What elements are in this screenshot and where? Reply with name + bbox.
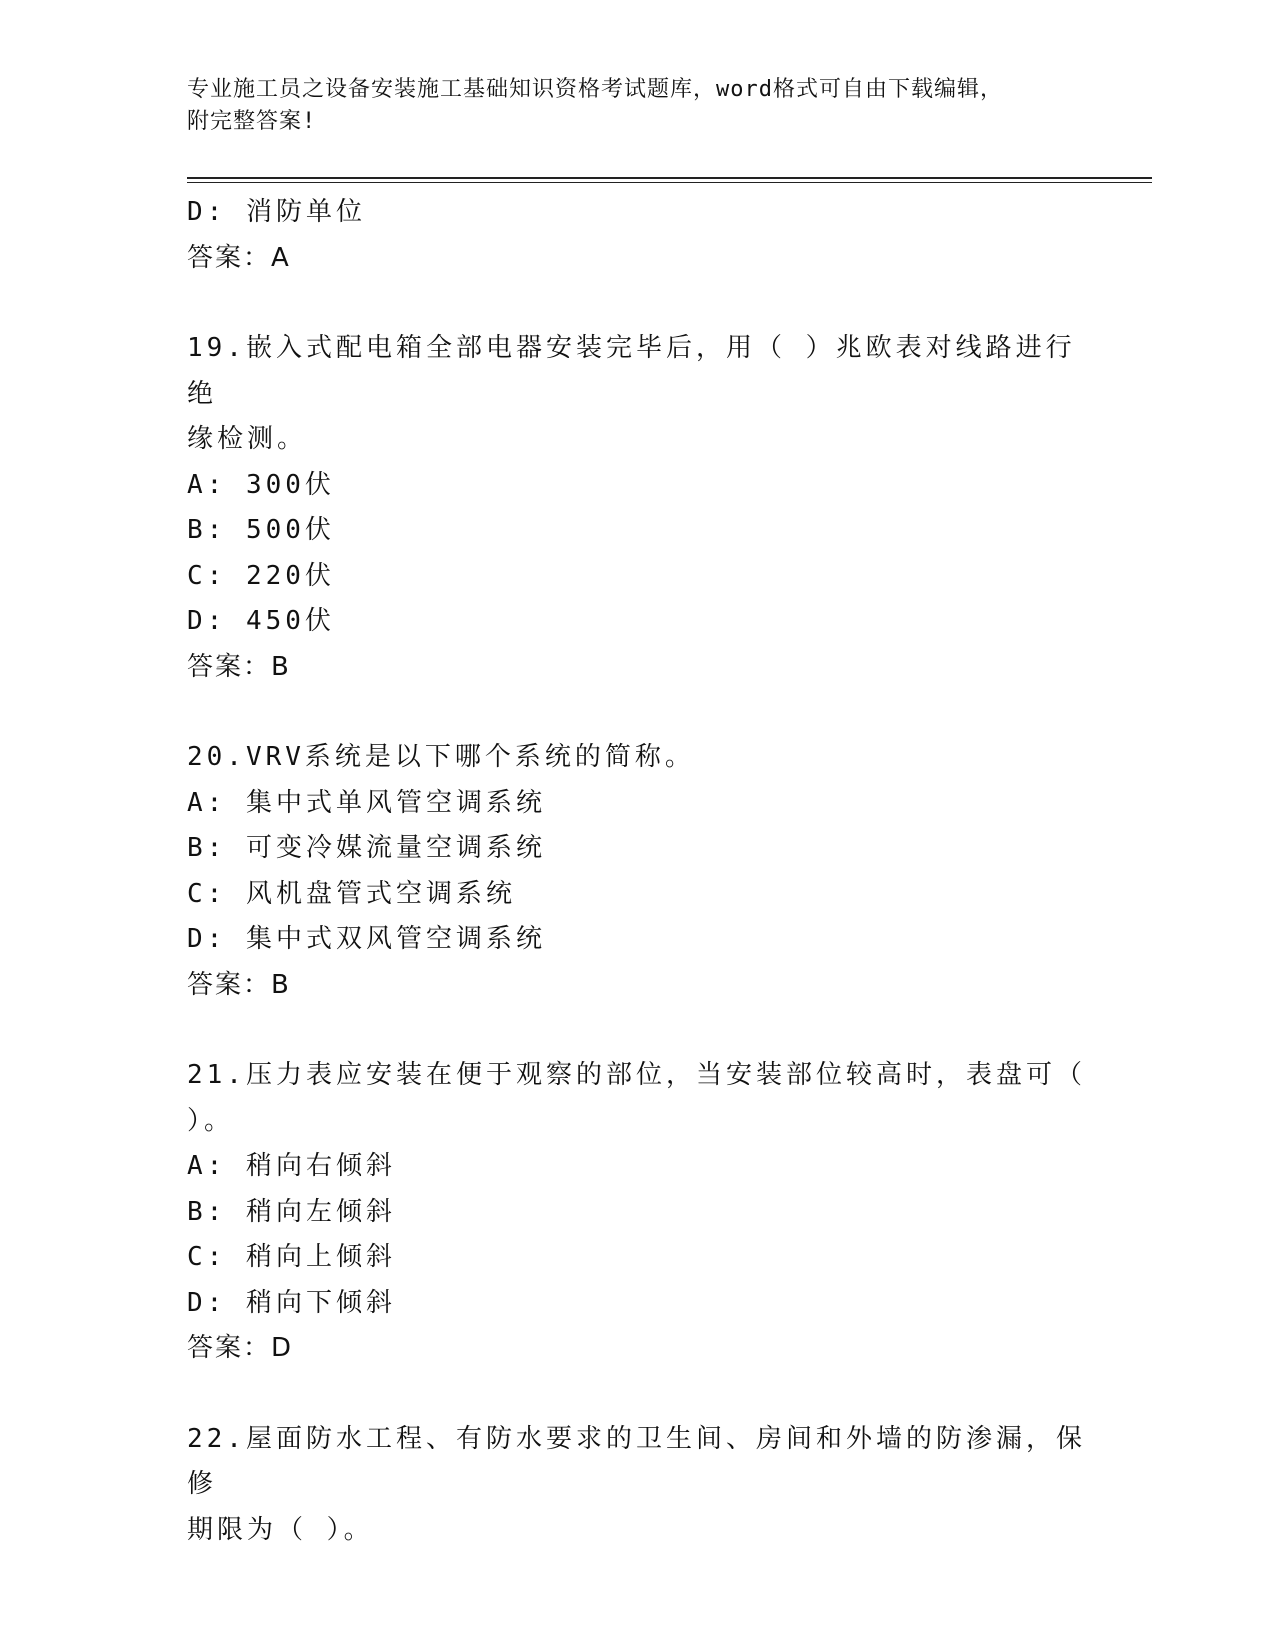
option-d: D: 稍向下倾斜 — [187, 1287, 396, 1318]
answer-line: 答案：B — [187, 969, 291, 1000]
option-a: A: 稍向右倾斜 — [187, 1151, 396, 1181]
spacer — [187, 1372, 1087, 1417]
option-c: C: 220伏 — [187, 560, 335, 591]
option-d: D: 集中式双风管空调系统 — [187, 924, 546, 954]
question-21 — [187, 1053, 1087, 1372]
option-a: A: 集中式单风管空调系统 — [187, 787, 546, 818]
option-c: C: 风机盘管式空调系统 — [187, 878, 516, 909]
question-19 — [187, 326, 1087, 690]
answer-line: 答案：D — [187, 1333, 294, 1363]
option-b: B: 500伏 — [187, 515, 335, 545]
answer-line: 答案：A — [187, 242, 291, 273]
question-stem-line-2: ）。 — [187, 1105, 235, 1136]
prev-question-tail — [187, 190, 1087, 281]
question-stem-line-2: 缘检测。 — [187, 424, 308, 454]
question-content — [187, 190, 1087, 1553]
option-d: D: 450伏 — [187, 606, 335, 636]
header-line-1: 专业施工员之设备安装施工基础知识资格考试题库，word格式可自由下载编辑， — [187, 77, 1003, 102]
spacer — [187, 690, 1087, 735]
question-stem-line-1: 19.嵌入式配电箱全部电器安装完毕后，用（ ）兆欧表对线路进行绝 — [187, 333, 1076, 409]
question-stem-line-1: 22.屋面防水工程、有防水要求的卫生间、房间和外墙的防渗漏，保修 — [187, 1423, 1086, 1499]
question-stem-line-2: 期限为（ ）。 — [187, 1514, 374, 1545]
option-a: A: 300伏 — [187, 469, 335, 500]
option-b: B: 可变冷媒流量空调系统 — [187, 833, 546, 863]
document-header — [187, 74, 1087, 138]
question-22 — [187, 1417, 1087, 1554]
option-c: C: 稍向上倾斜 — [187, 1242, 396, 1272]
header-line-2: 附完整答案! — [187, 109, 317, 134]
header-divider-thin — [187, 182, 1152, 183]
question-stem-line-1: 20.VRV系统是以下哪个系统的简称。 — [187, 742, 695, 772]
header-divider-thick — [187, 177, 1152, 179]
answer-line: 答案：B — [187, 651, 291, 682]
spacer — [187, 1008, 1087, 1053]
question-stem-line-1: 21.压力表应安装在便于观察的部位，当安装部位较高时，表盘可（ — [187, 1060, 1086, 1090]
option-d: D: 消防单位 — [187, 197, 366, 227]
spacer — [187, 281, 1087, 326]
option-b: B: 稍向左倾斜 — [187, 1196, 396, 1227]
question-20 — [187, 735, 1087, 1008]
